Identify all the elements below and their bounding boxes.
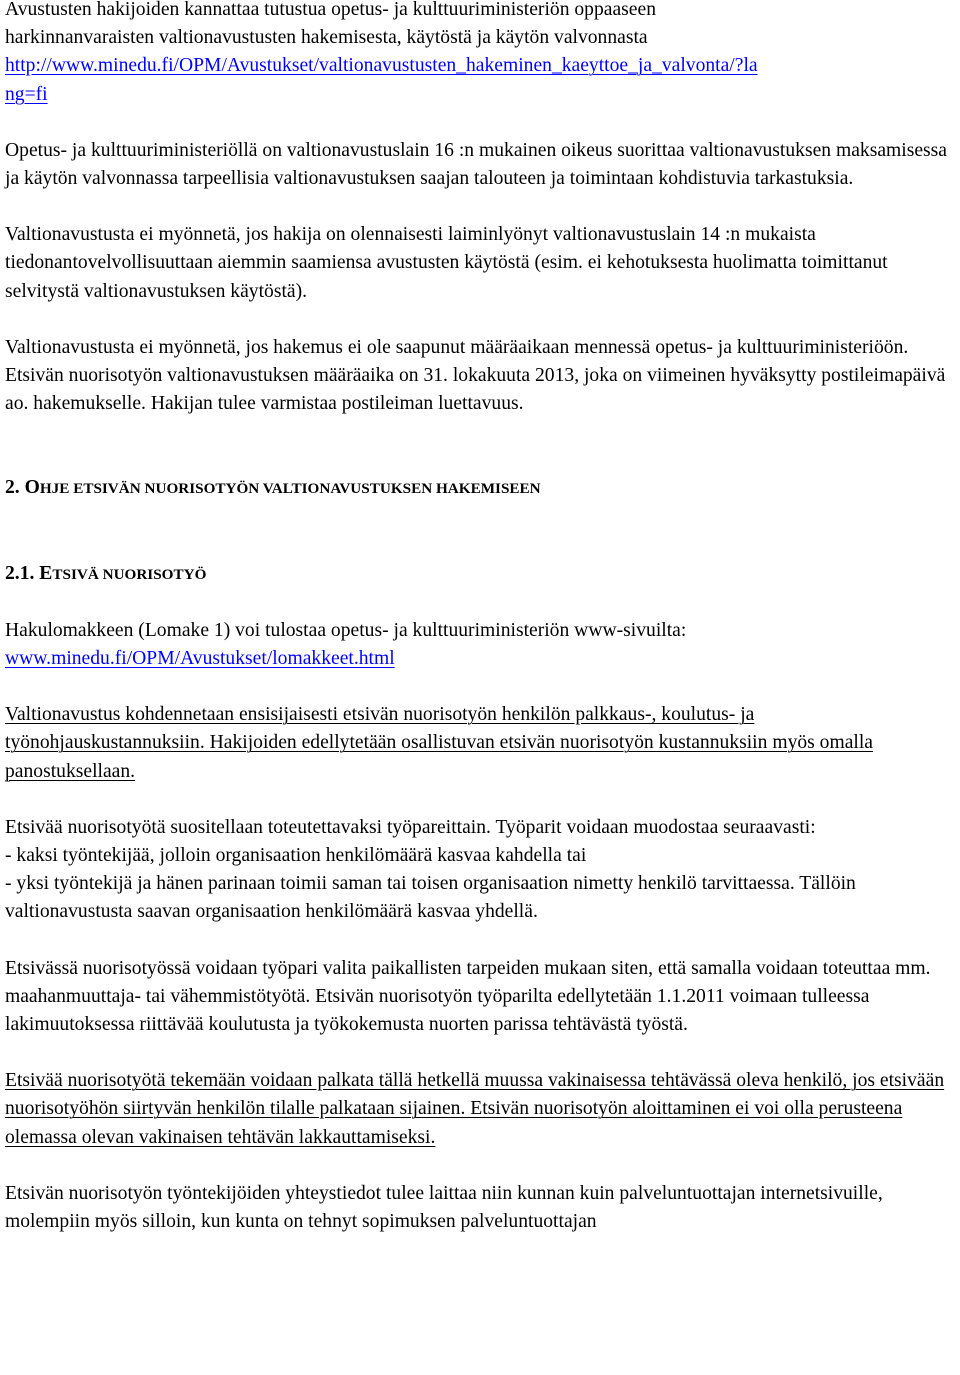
inspection-rights-paragraph: Opetus- ja kulttuuriministeriöllä on valtionavustuslain 16 :n mukainen oikeus suorittaa valtionavustuksen maksamisessa ja käytön valvonnassa tarpeellisia valtionavustuksen saajan talouteen ja toimintaan kohdistuvia tarkastuksia. xyxy=(5,139,947,190)
deadline-paragraph: Valtionavustusta ei myönnetä, jos hakemus ei ole saapunut määräaikaan mennessä opetus- ja kulttuuriministeriöön. Etsivän nuorisotyön valtionavustuksen määräaika on 31. lokakuuta 2013, joka on viimeinen hyväksytty postileimapäivä ao. hakemukselle. Hakijan tulee varmistaa postileiman luettavuus. xyxy=(5,336,946,415)
section-2-1-heading xyxy=(5,560,955,589)
section-2-number: 2. xyxy=(5,477,20,499)
guide-link[interactable] xyxy=(5,55,758,104)
guide-link-line-2: ng=fi xyxy=(5,83,48,105)
form-paragraph xyxy=(5,617,955,673)
contact-info-paragraph: Etsivän nuorisotyön työntekijöiden yhteystiedot tulee laittaa niin kunnan kuin palveluntuottajan internetsivuille, molempiin myös silloin, kun kunta on tehnyt sopimuksen palveluntuottajan xyxy=(5,1182,883,1233)
work-pairs-paragraph xyxy=(5,814,955,927)
work-pairs-item-1: - kaksi työntekijää, jolloin organisaation henkilömäärä kasvaa kahdella tai xyxy=(5,845,587,867)
section-2-first-letter: O xyxy=(24,477,40,499)
section-2-1-number: 2.1. xyxy=(5,562,35,584)
section-2-title: HJE ETSIVÄN NUORISOTYÖN VALTIONAVUSTUKSEN HAKEMISEEN xyxy=(39,480,541,498)
forms-link[interactable]: www.minedu.fi/OPM/Avustukset/lomakkeet.html xyxy=(5,648,395,670)
local-needs-paragraph: Etsivässä nuorisotyössä voidaan työpari valita paikallisten tarpeiden mukaan siten, että samalla voidaan toteuttaa mm. maahanmuuttaja- tai vähemmistötyötä. Etsivän nuorisotyön työparilta edellytetään 1.1.2011 voimaan tulleessa lakimuutoksessa riittävää koulutusta ja työkokemusta nuorten parissa tehtävästä työstä. xyxy=(5,957,931,1036)
section-2-1-first-letter: E xyxy=(39,562,53,584)
substitute-hiring-paragraph: Etsivää nuorisotyötä tekemään voidaan palkata tällä hetkellä muussa vakinaisessa tehtävässä oleva henkilö, jos etsivään nuorisotyöhön siirtyvän henkilön tilalle palkataan sijainen. Etsivän nuorisotyön aloittaminen ei voi olla perusteena olemassa olevan vakinaisen tehtävän lakkauttamiseksi. xyxy=(5,1070,945,1148)
document-page xyxy=(5,0,955,1236)
work-pairs-intro: Etsivää nuorisotyötä suositellaan toteutettavaksi työpareittain. Työparit voidaan muodostaa seuraavasti: xyxy=(5,816,816,838)
intro-line-1: Avustusten hakijoiden kannattaa tutustua opetus- ja kulttuuriministeriön oppaaseen xyxy=(5,0,656,20)
guide-link-line-1: http://www.minedu.fi/OPM/Avustukset/valtionavustusten_hakeminen_kaeyttoe_ja_valvonta/?la xyxy=(5,55,758,77)
disclosure-obligation-paragraph: Valtionavustusta ei myönnetä, jos hakija on olennaisesti laiminlyönyt valtionavustuslain 14 :n mukaista tiedonantovelvollisuuttaan aiemmin saamiensa avustusten käytöstä (esim. ei kehotuksesta huolimatta toimittanut selvitystä valtionavustuksen käytöstä). xyxy=(5,224,888,302)
intro-line-2: harkinnanvaraisten valtionavustusten hakemisesta, käytöstä ja käytön valvonnasta xyxy=(5,27,648,49)
form-text: Hakulomakkeen (Lomake 1) voi tulostaa opetus- ja kulttuuriministeriön www-sivuilta: xyxy=(5,619,687,641)
section-2-heading xyxy=(5,474,955,503)
funding-target-paragraph: Valtionavustus kohdennetaan ensisijaisesti etsivän nuorisotyön henkilön palkkaus-, koulutus- ja työnohjauskustannuksiin. Hakijoiden edellytetään osallistuvan etsivän nuorisotyön kustannuksiin myös omalla panostuksellaan. xyxy=(5,704,873,782)
section-2-1-title: TSIVÄ NUORISOTYÖ xyxy=(52,565,207,583)
work-pairs-item-2: - yksi työntekijä ja hänen parinaan toimii saman tai toisen organisaation nimetty henkilö tarvittaessa. Tällöin valtionavustusta saavan organisaation henkilömäärä kasvaa yhdellä. xyxy=(5,873,856,923)
intro-paragraph xyxy=(5,0,955,109)
